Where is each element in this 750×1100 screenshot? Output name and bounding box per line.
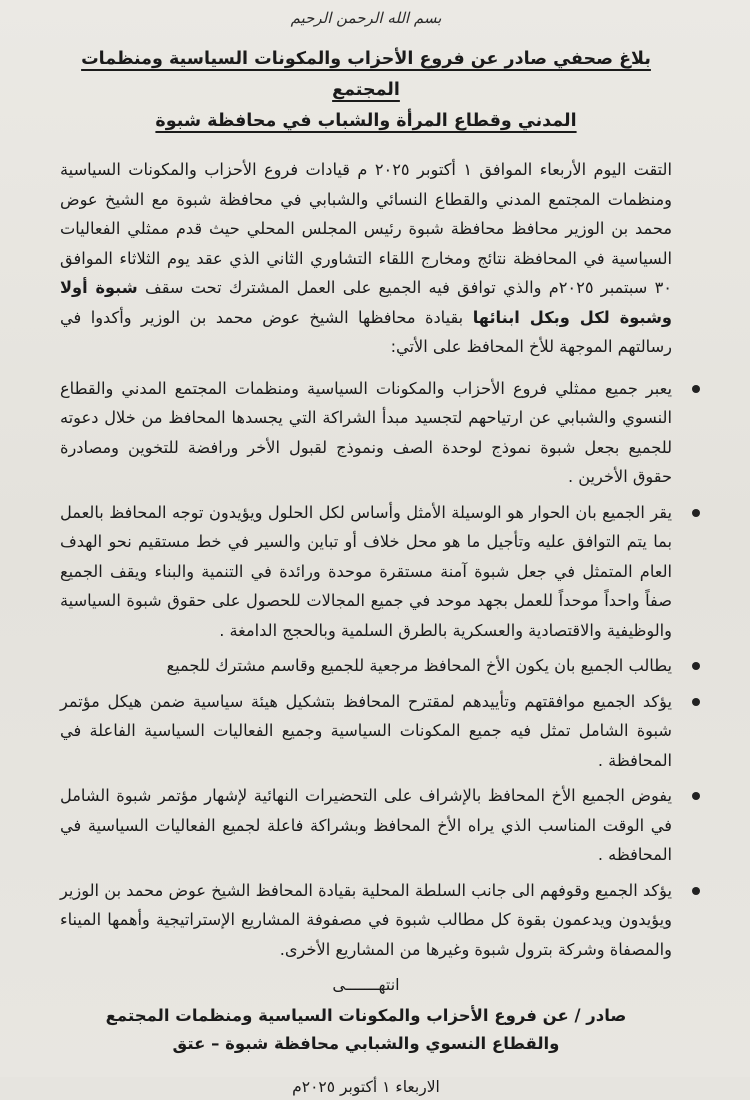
points-list [60, 374, 672, 965]
title-line-2: المدني وقطاع المرأة والشباب في محافظة شبوة [155, 111, 577, 131]
intro-paragraph [60, 155, 672, 362]
list-item-text: يفوض الجميع الأخ المحافظ بالإشراف على التحضيرات النهائية لإشهار مؤتمر شبوة الشامل في الوقت المناسب الذي يراه الأخ المحافظ وبشراكة فاعلة لجميع الفعاليات السياسية في المحافظه . [60, 786, 672, 864]
list-item-text: يطالب الجميع بان يكون الأخ المحافظ مرجعية للجميع وقاسم مشترك للجميع [166, 656, 672, 675]
document-title [60, 44, 672, 137]
list-item [60, 876, 672, 965]
list-item-text: يقر الجميع بان الحوار هو الوسيلة الأمثل وأساس لكل الحلول ويؤيدون توجه المحافظ بالعمل بما يتم التوافق عليه وتأجيل ما هو محل خلاف أو تباين والسير في خط مستقيم نحو الهدف العام المتمثل في جعل شبوة آمنة مستقرة موحدة ورائدة في التنمية والبناء ويقف الجميع صفاً واحداً موحداً للعمل بجهد موحد في جميع المجالات للحصول على حقوق شبوة السياسية والوظيفية والاقتصادية والعسكرية بالطرق السلمية وبالحجج الدامغة . [60, 502, 672, 640]
list-item [60, 374, 672, 492]
intro-text-start: التقت اليوم الأربعاء الموافق ١ أكتوبر ٢٠٢٥ م قيادات فروع الأحزاب والمكونات السياسية ومنظمات المجتمع المدني والقطاع النسائي والشبابي في محافظة شبوة مع الشيخ عوض محمد بن الوزير محافظ محافظة شبوة رئيس المجلس المحلي حيث قدم ممثلي الفعاليات السياسية في المحافظة نتائج ومخارج اللقاء التشاوري الثاني الذي عقد يوم الثلاثاء الموافق ٣٠ سبتمبر ٢٠٢٥م والذي توافق فيه الجميع على العمل المشترك تحت سقف [60, 160, 672, 297]
intro-slogan: شبوة أولا وشبوة لكل وبكل ابنائها [60, 278, 672, 327]
issuer-line-1: صادر / عن فروع الأحزاب والمكونات السياسية ومنظمات المجتمع [105, 1006, 627, 1025]
bullet-icon [692, 792, 700, 800]
bullet-icon [692, 662, 700, 670]
title-line-1: بلاغ صحفي صادر عن فروع الأحزاب والمكونات السياسية ومنظمات المجتمع [81, 49, 651, 100]
bullet-icon [692, 509, 700, 517]
bullet-icon [692, 887, 700, 895]
issuer-line-2: والقطاع النسوي والشبابي محافظة شبوة – عتق [172, 1034, 560, 1053]
bullet-icon [692, 698, 700, 706]
list-item [60, 651, 672, 681]
list-item-text: يؤكد الجميع موافقتهم وتأييدهم لمقترح المحافظ بتشكيل هيئة سياسية ضمن هيكل مؤتمر شبوة الشامل تمثل فيه جميع المكونات السياسية وجميع الفعاليات السياسية الفاعلة في المحافظة . [60, 691, 672, 770]
list-item [60, 687, 672, 776]
list-item [60, 781, 672, 870]
intro-text-end: بقيادة محافظها الشيخ عوض محمد بن الوزير وأكدوا في رسالتهم الموجهة للأخ المحافظ على الأتي: [60, 307, 672, 356]
issue-date: الاربعاء ١ أكتوبر ٢٠٢٥م [292, 1078, 440, 1096]
list-item-text: يعبر جميع ممثلي فروع الأحزاب والمكونات السياسية ومنظمات المجتمع المدني والقطاع النسوي والشبابي عن ارتياحهم لتجسيد مبدأ الشراكة التي يجسدها المحافظ من خلال دعوته للجميع بجعل شبوة نموذج لوحدة الصف ونموذج لقبول الأخر ورافضة للتخوين ومصادرة حقوق الأخرين . [60, 378, 672, 486]
basmala-header: بسم الله الرحمن الرحيم [290, 9, 442, 27]
end-marker: انتهـــــــى [332, 975, 400, 994]
list-item-text: يؤكد الجميع وقوفهم الى جانب السلطة المحلية بقيادة المحافظ الشيخ عوض محمد بن الوزير ويؤيدون ويدعمون بقوة كل مطالب شبوة في مصفوفة المشاريع الإستراتيجية وأهمها الميناء والمصفاة وشركة بترول شبوة وغيرها من المشاريع الأخرى. [60, 880, 672, 959]
list-item [60, 498, 672, 646]
bullet-icon [692, 385, 700, 393]
issuer-block [60, 1002, 672, 1058]
